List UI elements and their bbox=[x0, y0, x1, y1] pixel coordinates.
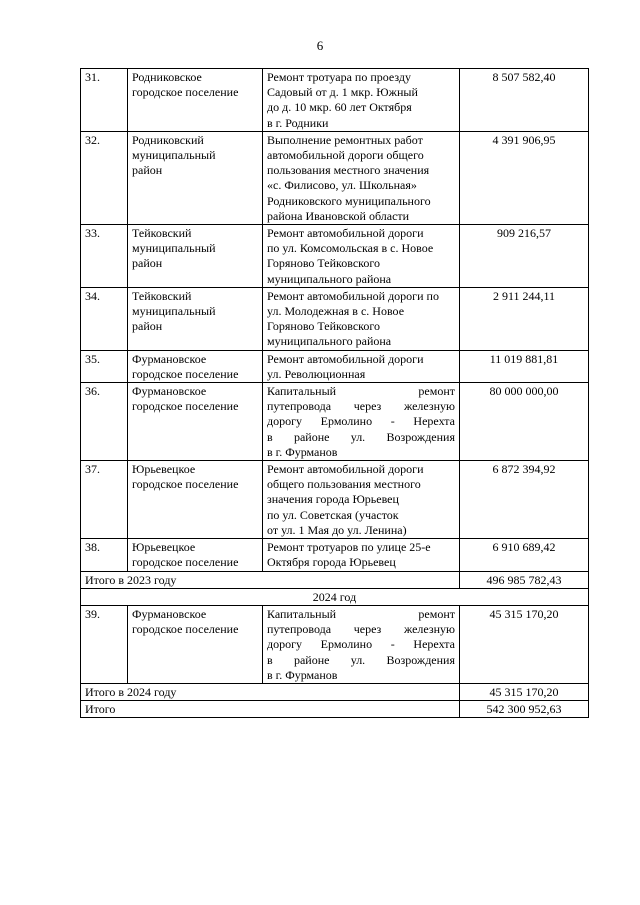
description-line: от ул. 1 Мая до ул. Ленина) bbox=[267, 522, 407, 537]
municipality-line: городское поселение bbox=[132, 555, 239, 570]
description-line: по ул. Советская (участок bbox=[267, 507, 399, 522]
description-line: Капитальный ремонт bbox=[267, 384, 455, 399]
description-line: в г. Родники bbox=[267, 115, 329, 130]
amount-cell: 45 315 170,20 bbox=[460, 605, 589, 683]
table-row bbox=[81, 350, 589, 382]
total-2023-label: Итого в 2023 году bbox=[81, 571, 460, 588]
description-cell bbox=[263, 605, 460, 683]
municipality-line: муниципальный bbox=[132, 304, 216, 319]
amount-cell: 8 507 582,40 bbox=[460, 69, 589, 132]
description-line: путепровода через железную bbox=[267, 622, 455, 637]
page-number: 6 bbox=[316, 38, 324, 53]
rows-2023 bbox=[81, 69, 589, 572]
municipality-cell bbox=[128, 605, 263, 683]
municipality-cell bbox=[128, 69, 263, 132]
description-cell bbox=[263, 225, 460, 288]
amount-cell: 6 872 394,92 bbox=[460, 461, 589, 539]
grand-total-label: Итого bbox=[81, 701, 460, 718]
municipality-line: район bbox=[132, 319, 163, 334]
municipality-line: муниципальный bbox=[132, 241, 216, 256]
total-2023-amount: 496 985 782,43 bbox=[460, 571, 589, 588]
description-line: в районе ул. Возрождения bbox=[267, 429, 455, 444]
description-line: Родниковского муниципального bbox=[267, 193, 431, 208]
description-line: муниципального района bbox=[267, 271, 392, 286]
amount-cell: 4 391 906,95 bbox=[460, 131, 589, 224]
table-row bbox=[81, 69, 589, 132]
row-number: 32. bbox=[81, 131, 128, 224]
description-line: Капитальный ремонт bbox=[267, 606, 455, 621]
amount-cell: 909 216,57 bbox=[460, 225, 589, 288]
municipality-cell bbox=[128, 539, 263, 571]
municipality-line: Тейковский bbox=[132, 226, 192, 241]
description-line: пользования местного значения bbox=[267, 163, 430, 178]
municipality-cell bbox=[128, 131, 263, 224]
row-number: 39. bbox=[81, 605, 128, 683]
description-line: Ремонт автомобильной дороги по bbox=[267, 288, 439, 303]
municipality-line: Фурмановское bbox=[132, 384, 207, 399]
row-number: 37. bbox=[81, 461, 128, 539]
municipality-cell bbox=[128, 383, 263, 461]
description-line: дорогу Ермолино - Нерехта bbox=[267, 414, 455, 429]
municipality-line: Тейковский bbox=[132, 288, 192, 303]
description-line: Октября города Юрьевец bbox=[267, 555, 396, 570]
amount-cell: 6 910 689,42 bbox=[460, 539, 589, 571]
municipality-cell bbox=[128, 461, 263, 539]
rows-2024 bbox=[81, 605, 589, 683]
description-line: Ремонт автомобильной дороги bbox=[267, 351, 424, 366]
totals-section bbox=[81, 683, 589, 717]
municipality-line: городское поселение bbox=[132, 85, 239, 100]
description-line: Выполнение ремонтных работ bbox=[267, 132, 423, 147]
description-line: Ремонт автомобильной дороги bbox=[267, 462, 424, 477]
municipality-line: городское поселение bbox=[132, 399, 239, 414]
amount-cell: 2 911 244,11 bbox=[460, 287, 589, 350]
description-line: в районе ул. Возрождения bbox=[267, 652, 455, 667]
description-cell bbox=[263, 383, 460, 461]
amount-cell: 11 019 881,81 bbox=[460, 350, 589, 382]
description-cell bbox=[263, 539, 460, 571]
municipality-line: Родниковский bbox=[132, 132, 204, 147]
total-2024-row bbox=[81, 683, 589, 700]
description-cell bbox=[263, 350, 460, 382]
description-line: в г. Фурманов bbox=[267, 667, 338, 682]
description-cell bbox=[263, 461, 460, 539]
municipality-line: Юрьевецкое bbox=[132, 462, 196, 477]
municipality-cell bbox=[128, 350, 263, 382]
municipality-line: муниципальный bbox=[132, 148, 216, 163]
description-cell bbox=[263, 287, 460, 350]
description-cell bbox=[263, 131, 460, 224]
municipality-line: Юрьевецкое bbox=[132, 540, 196, 555]
description-cell bbox=[263, 69, 460, 132]
municipality-line: Родниковское bbox=[132, 70, 202, 84]
municipality-line: район bbox=[132, 163, 163, 178]
description-line: района Ивановской области bbox=[267, 208, 410, 223]
municipality-line: городское поселение bbox=[132, 622, 239, 637]
grand-total-row bbox=[81, 701, 589, 718]
row-number: 35. bbox=[81, 350, 128, 382]
description-line: путепровода через железную bbox=[267, 399, 455, 414]
description-line: значения города Юрьевец bbox=[267, 492, 399, 507]
table-row bbox=[81, 461, 589, 539]
table-row bbox=[81, 605, 589, 683]
description-line: ул. Молодежная в с. Новое bbox=[267, 304, 405, 319]
municipality-line: городское поселение bbox=[132, 477, 239, 492]
table-row bbox=[81, 539, 589, 571]
description-line: по ул. Комсомольская в с. Новое bbox=[267, 241, 434, 256]
grand-total-amount: 542 300 952,63 bbox=[460, 701, 589, 718]
description-line: Ремонт тротуара по проезду bbox=[267, 70, 412, 84]
table-row bbox=[81, 383, 589, 461]
table-row bbox=[81, 225, 589, 288]
municipality-line: район bbox=[132, 256, 163, 271]
year-2024-header: 2024 год bbox=[81, 588, 589, 605]
year-2024-header-row bbox=[81, 588, 589, 605]
amount-cell: 80 000 000,00 bbox=[460, 383, 589, 461]
description-line: ул. Революционная bbox=[267, 366, 366, 381]
description-line: Горяново Тейковского bbox=[267, 256, 381, 271]
description-line: Горяново Тейковского bbox=[267, 319, 381, 334]
table-row bbox=[81, 287, 589, 350]
road-repair-table bbox=[80, 68, 589, 718]
municipality-line: Фурмановское bbox=[132, 606, 207, 621]
description-line: муниципального района bbox=[267, 334, 392, 349]
row-number: 31. bbox=[81, 69, 128, 132]
total-2023-row bbox=[81, 571, 589, 588]
municipality-cell bbox=[128, 287, 263, 350]
municipality-cell bbox=[128, 225, 263, 288]
description-line: Ремонт автомобильной дороги bbox=[267, 226, 424, 241]
description-line: общего пользования местного bbox=[267, 477, 421, 492]
description-line: Ремонт тротуаров по улице 25-е bbox=[267, 540, 431, 555]
description-line: «с. Филисово, ул. Школьная» bbox=[267, 178, 417, 193]
total-2023-section bbox=[81, 571, 589, 605]
description-line: до д. 10 мкр. 60 лет Октября bbox=[267, 100, 412, 115]
row-number: 38. bbox=[81, 539, 128, 571]
row-number: 33. bbox=[81, 225, 128, 288]
description-line: дорогу Ермолино - Нерехта bbox=[267, 637, 455, 652]
total-2024-amount: 45 315 170,20 bbox=[460, 683, 589, 700]
description-line: Садовый от д. 1 мкр. Южный bbox=[267, 85, 418, 100]
municipality-line: городское поселение bbox=[132, 366, 239, 381]
description-line: автомобильной дороги общего bbox=[267, 148, 424, 163]
row-number: 36. bbox=[81, 383, 128, 461]
total-2024-label: Итого в 2024 году bbox=[81, 683, 460, 700]
table-row bbox=[81, 131, 589, 224]
description-line: в г. Фурманов bbox=[267, 444, 338, 459]
municipality-line: Фурмановское bbox=[132, 351, 207, 366]
row-number: 34. bbox=[81, 287, 128, 350]
